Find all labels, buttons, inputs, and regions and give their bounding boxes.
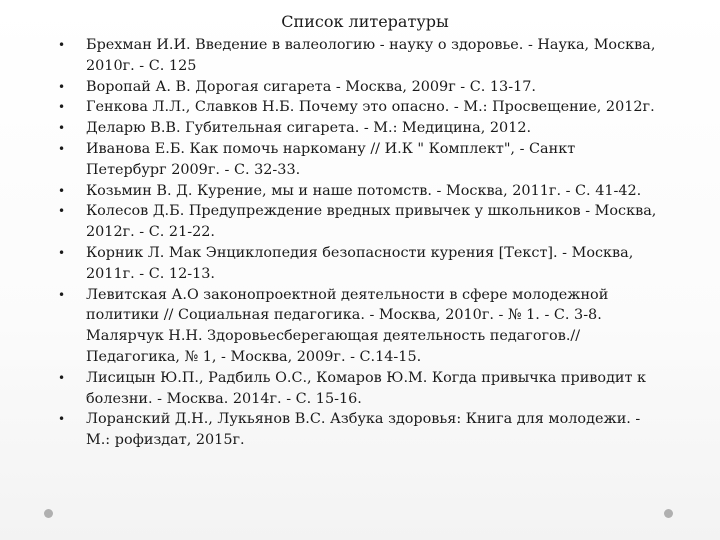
reference-text: Левитская А.О законопроектной деятельности в сфере молодежной политики // Социальная педагогика. - Москва, 2010г. - № 1. - С. 3-8. Малярчук Н.Н. Здоровьесберегающая деятельность педагогов.// Педагогика, № 1, - Москва, 2009г. - С.14-15. [86, 286, 609, 365]
bullet-icon: • [58, 141, 66, 156]
list-item [58, 181, 658, 202]
list-item [58, 118, 658, 139]
reference-text: Лисицын Ю.П., Радбиль О.С., Комаров Ю.М. Когда привычка приводит к болезни. - Москва. 2014г. - С. 15-16. [86, 369, 647, 407]
bullet-icon: • [58, 204, 66, 219]
reference-list [58, 35, 658, 451]
reference-text: Воропай А. В. Дорогая сигарета - Москва, 2009г - С. 13-17. [86, 78, 536, 95]
bullet-icon: • [58, 370, 66, 385]
decorative-dot-left-icon [44, 509, 53, 518]
bullet-icon: • [58, 412, 66, 427]
reference-text: Корник Л. Мак Энциклопедия безопасности курения [Текст]. - Москва, 2011г. - С. 12-13. [86, 244, 634, 282]
bullet-icon: • [58, 287, 66, 302]
bullet-icon: • [58, 245, 66, 260]
reference-text: Брехман И.И. Введение в валеологию - науку о здоровье. - Наука, Москва, 2010г. - С. 125 [86, 37, 656, 74]
list-item [58, 243, 658, 285]
bullet-icon: • [58, 183, 66, 198]
bullet-icon: • [58, 121, 66, 136]
reference-text: Генкова Л.Л., Славков Н.Б. Почему это опасно. - М.: Просвещение, 2012г. [86, 99, 655, 116]
bullet-icon: • [58, 79, 66, 94]
page-title: Список литературы [281, 12, 449, 31]
list-item [58, 368, 658, 410]
list-item [58, 409, 658, 451]
list-item [58, 77, 658, 98]
list-item [58, 201, 658, 243]
reference-text: Колесов Д.Б. Предупреждение вредных привычек у школьников - Москва, 2012г. - С. 21-22. [86, 203, 657, 241]
list-item [58, 285, 658, 368]
list-item [58, 139, 658, 181]
bullet-icon: • [58, 100, 66, 115]
list-item [58, 97, 658, 118]
reference-text: Козьмин В. Д. Курение, мы и наше потомств. - Москва, 2011г. - С. 41-42. [86, 182, 642, 199]
reference-text: Иванова Е.Б. Как помочь наркоману // И.К " Комплект", - Санкт Петербург 2009г. - С. 32-33. [86, 140, 576, 178]
reference-text: Деларю В.В. Губительная сигарета. - М.: Медицина, 2012. [86, 120, 532, 137]
bullet-icon: • [58, 38, 66, 52]
list-item [58, 35, 658, 77]
reference-text: Лоранский Д.Н., Лукьянов В.С. Азбука здоровья: Книга для молодежи. - М.: рофиздат, 2015г. [86, 411, 641, 449]
decorative-dot-right-icon [664, 509, 673, 518]
